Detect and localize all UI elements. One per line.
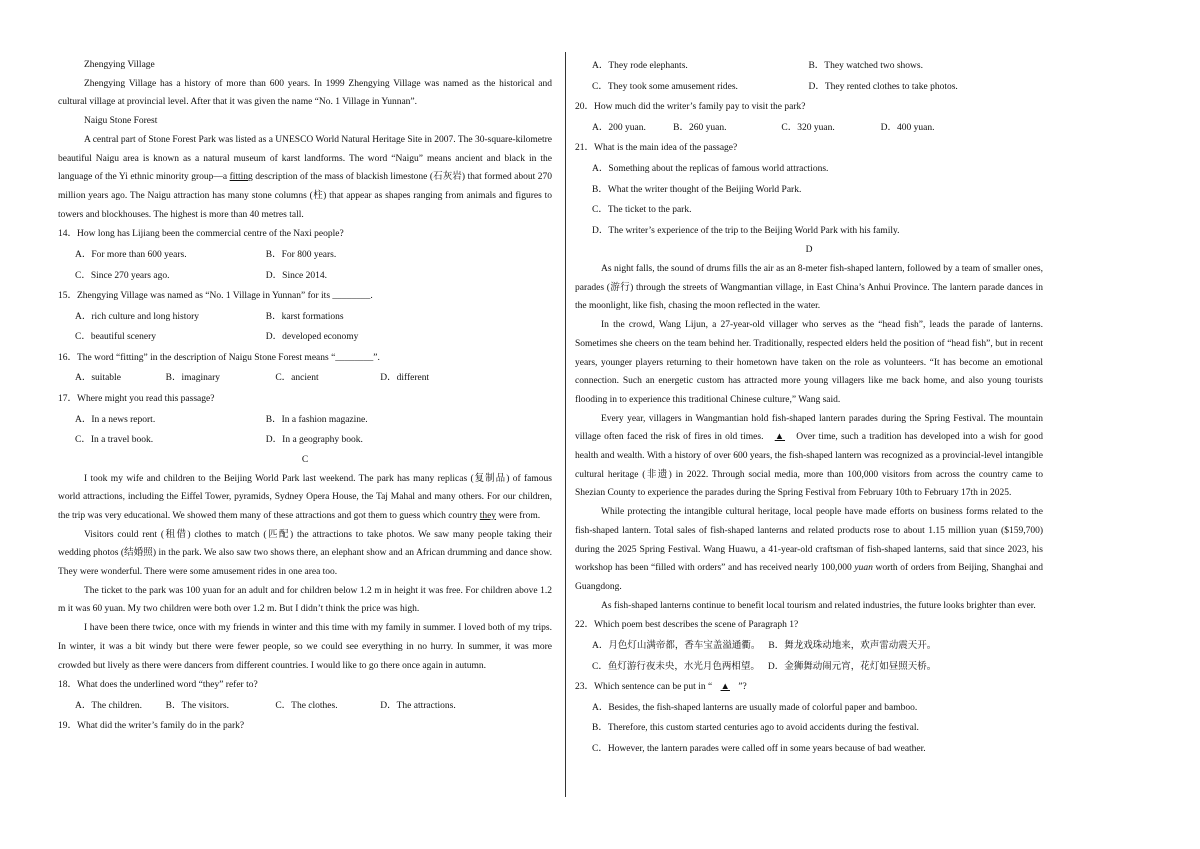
option[interactable]: A．The children. bbox=[75, 700, 143, 711]
question-14-options bbox=[58, 245, 552, 266]
left-column bbox=[58, 56, 552, 737]
option[interactable]: C．The ticket to the park. bbox=[592, 205, 692, 216]
question-19-options bbox=[575, 56, 1043, 77]
option[interactable]: D．different bbox=[380, 373, 430, 384]
option[interactable]: A．In a news report. bbox=[75, 414, 156, 425]
option[interactable]: A．Besides, the fish-shaped lanterns are usually made of colorful paper and bamboo. bbox=[592, 702, 918, 713]
right-column bbox=[575, 56, 1043, 760]
option[interactable]: B．The visitors. bbox=[165, 700, 229, 711]
section-title-naigu: Naigu Stone Forest bbox=[84, 116, 158, 127]
option[interactable]: B．In a fashion magazine. bbox=[265, 414, 368, 425]
option[interactable]: C．The clothes. bbox=[275, 700, 338, 711]
paragraph: While protecting the intangible cultural heritage, local people have made efforts on business forms related to the fish-shaped lantern. Total sales of fish-shaped lanterns and related products rose to about 1.15 million yuan ($159,700) during the 2025 Spring Festival. Wang Huawu, a 41-year-old craftsman of fish-shaped lanterns, said that since 2023, his workshop has been “filled with orders” and has received nearly 100,000 yuan worth of orders from Beijing, Shanghai and Guangdong. bbox=[575, 507, 1043, 592]
answer-blank: ▲ bbox=[720, 682, 730, 693]
question-17-stem: 17．Where might you read this passage? bbox=[58, 394, 215, 405]
option[interactable]: A．suitable bbox=[75, 373, 121, 384]
question-15-stem: 15．Zhengying Village was named as “No. 1 Village in Yunnan” for its ________. bbox=[58, 291, 373, 302]
question-22-options bbox=[575, 636, 1043, 657]
option[interactable]: D．The writer’s experience of the trip to the Beijing World Park with his family. bbox=[592, 225, 900, 236]
option[interactable]: B．They watched two shows. bbox=[808, 61, 923, 71]
option[interactable]: C．鱼灯游行夜未央，水光月色两相望。 bbox=[592, 661, 760, 672]
paragraph: As fish-shaped lanterns continue to benefit local tourism and related industries, the future looks brighter than ever. bbox=[601, 600, 1036, 611]
paragraph: In the crowd, Wang Lijun, a 27-year-old villager who serves as the “head fish”, leads the parade of lanterns. Sometimes she cheers on the team behind her. Traditionally, respected elders held the position of “head fish”, but in recent years, younger players returning to their hometown have taken on the role as volunteers. “It has become an emotional connection. Such an energetic custom has attracted more young villagers like me back home, and also young tourists flooding in to experience this traditional Chinese culture,” Wang said. bbox=[575, 320, 1043, 405]
question-17-options bbox=[58, 430, 552, 451]
question-16-stem: 16．The word “fitting” in the description of Naigu Stone Forest means “________”. bbox=[58, 352, 380, 363]
passage-label-d: D bbox=[805, 245, 813, 256]
option[interactable]: D．金狮舞动闹元宵，花灯如昼照天桥。 bbox=[767, 661, 937, 672]
question-15-options bbox=[58, 307, 552, 328]
paragraph: Every year, villagers in Wangmantian hold fish-shaped lantern parades during the Spring Festival. The mountain village often faced the risk of fires in old times. ▲ Over time, such a tradition has developed into a wish for good health and wealth. With a history of over 600 years, the fish-shaped lantern was recognized as a provincial-level intangible cultural heritage (非遗) in 2022. Through social media, more than 100,000 visitors from across the country came to Shezian County to experience the parades during the Spring Festival from February 10th to February 17th in 2025. bbox=[575, 413, 1043, 499]
option[interactable]: C．320 yuan. bbox=[781, 122, 835, 133]
option[interactable]: C．They took some amusement rides. bbox=[592, 81, 738, 92]
option[interactable]: B．For 800 years. bbox=[265, 249, 337, 260]
question-14-stem: 14．How long has Lijiang been the commercial centre of the Naxi people? bbox=[58, 229, 344, 240]
option[interactable]: B．imaginary bbox=[165, 373, 220, 384]
option[interactable]: D．In a geography book. bbox=[265, 435, 363, 446]
question-20-options bbox=[575, 118, 1043, 139]
question-19-options bbox=[575, 77, 1043, 98]
question-19-stem: 19．What did the writer’s family do in the park? bbox=[58, 721, 245, 732]
question-15-options bbox=[58, 327, 552, 348]
option[interactable]: C．In a travel book. bbox=[75, 435, 154, 446]
option[interactable]: A．Something about the replicas of famous world attractions. bbox=[592, 163, 829, 174]
question-23-stem: 23．Which sentence can be put in “ ▲ ”? bbox=[575, 682, 747, 693]
answer-blank[interactable]: ▲ bbox=[774, 432, 786, 443]
paragraph: A central part of Stone Forest Park was listed as a UNESCO World Natural Heritage Site in 2007. The 30-square-kilometre beautiful Naigu area is known as a natural museum of karst landforms. The word “Naigu” means ancient and black in the language of the Yi ethnic minority group—a fitting description of the mass of blackish limestone (石灰岩) that formed about 270 million years ago. The Naigu attraction has many stone columns (柱) that appear as shapes ranging from animals and figures to towers and blockhouses. The highest is more than 40 metres tall. bbox=[58, 134, 553, 220]
option[interactable]: B．舞龙戏珠动地来，欢声雷动震天开。 bbox=[768, 641, 937, 651]
option[interactable]: A．200 yuan. bbox=[592, 122, 646, 133]
question-22-options bbox=[575, 657, 1043, 678]
section-title-zhengying: Zhengying Village bbox=[84, 60, 155, 70]
paragraph: The ticket to the park was 100 yuan for an adult and for children below 1.2 m in height it was free. For children above 1.2 m it was 60 yuan. My two children were both over 1.2 m. But I didn’t think the price was high. bbox=[58, 585, 552, 615]
passage-label-c: C bbox=[301, 454, 309, 465]
option[interactable]: B．Therefore, this custom started centuries ago to avoid accidents during the festival. bbox=[592, 723, 919, 734]
question-14-options bbox=[58, 266, 552, 287]
question-16-options bbox=[58, 368, 552, 389]
question-21-stem: 21．What is the main idea of the passage? bbox=[575, 143, 738, 154]
underlined-word: they bbox=[479, 510, 497, 521]
paragraph: Visitors could rent (租借) clothes to match (匹配) the attractions to take photos. We saw many people taking their wedding photos (结婚照) in the park. We also saw two shows there, an elephant show and an African drumming and dance show. They were wonderful. There were some amusement rides in one area too. bbox=[58, 529, 552, 578]
option[interactable]: D．400 yuan. bbox=[880, 122, 935, 133]
option[interactable]: A．月色灯山满帝都，香车宝盖溢通衢。 bbox=[592, 641, 761, 651]
option[interactable]: D．developed economy bbox=[265, 332, 359, 343]
question-17-options bbox=[58, 410, 552, 431]
underlined-word: fitting bbox=[229, 172, 253, 183]
paragraph: As night falls, the sound of drums fills the air as an 8-meter fish-shaped lantern, followed by a team of smaller ones, parades (游行) through the streets of Wangmantian village, in East China’s Anhui Province. The lantern parade dances in the moonlight, like fish, chasing the moon reflected in the water. bbox=[575, 264, 1043, 312]
paragraph: I took my wife and children to the Beijing World Park last weekend. The park has many replicas (复制品) of famous world attractions, including the Eiffel Tower, pyramids, Sydney Opera House, the Taj Mahal and many others. For our children, the trip was very educational. We showed them many of these attractions and got them to guess which country they were from. bbox=[58, 473, 552, 521]
option[interactable]: D．They rented clothes to take photos. bbox=[808, 81, 958, 92]
paragraph: Zhengying Village has a history of more than 600 years. In 1999 Zhengying Village was named as the historical and cultural village at provincial level. After that it was given the name “No. 1 Village in Yunnan”. bbox=[58, 78, 552, 108]
option[interactable]: B．karst formations bbox=[265, 311, 344, 322]
question-20-stem: 20．How much did the writer’s family pay to visit the park? bbox=[575, 102, 806, 113]
question-18-stem: 18．What does the underlined word “they” refer to? bbox=[58, 680, 258, 691]
option[interactable]: D．Since 2014. bbox=[265, 270, 328, 281]
paragraph: I have been there twice, once with my friends in winter and this time with my family in summer. I loved both of my trips. In winter, it was a bit windy but there were fewer people, so we could see everything in no hurry. In summer, it was more crowded but lively as there were dancers from different countries. I would like to go there once again in autumn. bbox=[58, 623, 552, 671]
option[interactable]: C．beautiful scenery bbox=[75, 332, 156, 343]
question-18-options bbox=[58, 696, 552, 717]
option[interactable]: A．They rode elephants. bbox=[592, 61, 688, 71]
option[interactable]: A．rich culture and long history bbox=[75, 311, 200, 322]
option[interactable]: D．The attractions. bbox=[380, 700, 456, 711]
option[interactable]: C．However, the lantern parades were called off in some years because of bad weather. bbox=[592, 743, 926, 754]
question-22-stem: 22．Which poem best describes the scene of Paragraph 1? bbox=[575, 620, 799, 631]
option[interactable]: C．ancient bbox=[275, 373, 319, 384]
option[interactable]: A．For more than 600 years. bbox=[75, 249, 187, 260]
column-divider bbox=[565, 52, 566, 797]
option[interactable]: B．260 yuan. bbox=[673, 122, 727, 133]
option[interactable]: B．What the writer thought of the Beijing World Park. bbox=[592, 184, 802, 195]
option[interactable]: C．Since 270 years ago. bbox=[75, 270, 170, 281]
